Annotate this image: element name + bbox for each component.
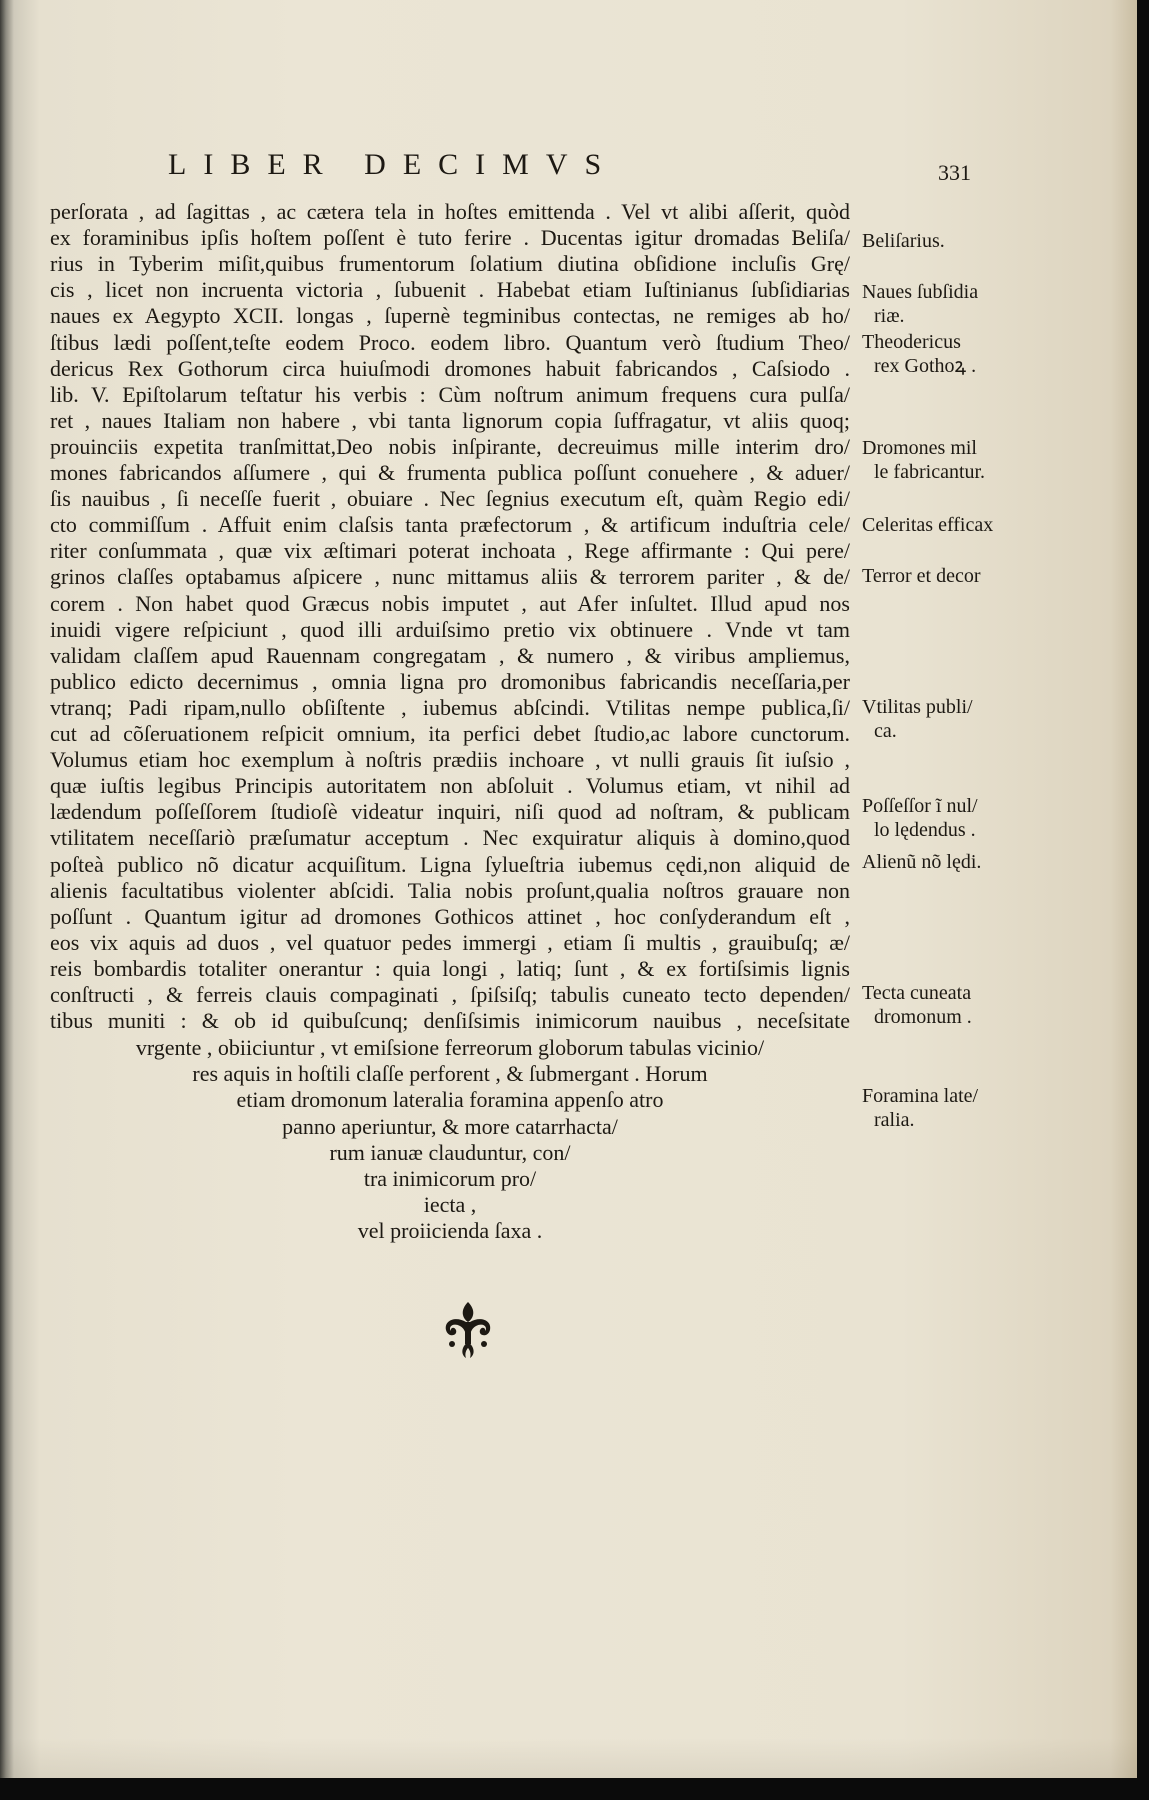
margin-note (862, 695, 973, 743)
margin-note-line: Poſſeſſor ĩ nul/ (862, 795, 978, 817)
margin-note-line: riæ. (874, 305, 905, 327)
text-line: cut ad cõſeruationem reſpicit omnium, ita perfici debet ſtudio,ac labore cunctorum. (50, 721, 850, 746)
text-line: tibus muniti : & ob id quibuſcunq; denſiſsimis inimicorum nauibus , neceſsitate (50, 1008, 850, 1034)
text-line: riter conſummata , quæ vix æſtimari poterat inchoata , Rege affirmante : Qui pere/ (50, 538, 850, 564)
margin-note-line: Dromones mil (862, 437, 977, 459)
tail-text-line: panno aperiuntur, & more catarrhacta/ (282, 1113, 618, 1139)
text-line: rius in Tyberim miſit,quibus frumentorum ſolatium diutina obſidione incluſis Grę/ (50, 251, 850, 277)
text-line: poſteà publico nõ dicatur acquiſitum. Ligna ſylueſtria iubemus cędi,non aliquid de (50, 851, 850, 877)
text-line: ex foraminibus ipſis hoſtem poſſent è tuto ferire . Ducentas igitur dromadas Beliſa/ (50, 225, 850, 251)
tail-text-line: res aquis in hoſtili claſſe perforent , & ſubmergant . Horum (192, 1061, 708, 1087)
tail-text-line: vel proiicienda ſaxa . (357, 1218, 543, 1244)
tail-text-line: iecta , (423, 1192, 477, 1218)
text-line: alienis facultatibus violenter abſcidi. Talia nobis proſunt,qualia noſtros grauare non (50, 877, 850, 903)
margin-note (862, 794, 978, 842)
margin-note (862, 513, 993, 537)
text-line: publico edicto decernimus , omnia ligna pro dromonibus fabricandis neceſſaria,per (50, 668, 850, 694)
margin-note-line: Alienũ nõ lędi. (862, 851, 982, 873)
margin-note-line: Theodericus (862, 331, 961, 353)
tail-text-line: tra inimicorum pro/ (363, 1166, 537, 1191)
text-line: ret , naues Italiam non habere , vbi tanta lignorum copia ſuffragatur, vt aliis quoq; (50, 407, 850, 433)
margin-note-line: rex Gothoꝝ . (874, 355, 977, 377)
margin-note-line: lo lędendus . (874, 819, 976, 841)
margin-note-line: dromonum . (874, 1006, 972, 1028)
text-line: lædendum poſſeſſorem ſtudioſè videatur inquiri, niſi quod ad noſtram, & publicam (50, 799, 850, 825)
page-number: 331 (938, 160, 971, 185)
text-line: grinos claſſes optabamus aſpicere , nunc mittamus aliis & terrorem pariter , & de/ (50, 564, 850, 590)
text-line: dericus Rex Gothorum circa huiuſmodi dromones habuit fabricandos , Caſsiodo . (50, 355, 850, 381)
text-line: vtilitatem neceſſariò præſumatur acceptum . Nec exquiratur aliquis à domino,quod (50, 825, 850, 851)
text-line: lib. V. Epiſtolarum teſtatur his verbis : Cùm noſtrum animum frequens cura pulſa/ (50, 381, 850, 407)
margin-note-line: ca. (874, 720, 897, 742)
text-line: perſorata , ad ſagittas , ac cætera tela in hoſtes emittenda . Vel vt alibi aſſerit, quòd (50, 199, 850, 224)
text-line: cto commiſſum . Affuit enim claſsis tanta præfectorum , & artificum induſtria cele/ (50, 512, 850, 538)
margin-note-line: Vtilitas publi/ (862, 696, 973, 718)
margin-note-line: le fabricantur. (874, 461, 986, 483)
text-line: corem . Non habet quod Græcus nobis imputet , aut Afer inſultet. Illud apud nos (50, 590, 850, 616)
margin-note-line: Foramina late/ (862, 1085, 979, 1107)
margin-note-line: Celeritas efficax (862, 514, 994, 536)
text-line: quæ iuſtis legibus Principis autoritatem non abſoluit . Volumus etiam, vt nihil ad (50, 773, 850, 799)
margin-note (862, 436, 985, 484)
tail-text-line: rum ianuæ clauduntur, con/ (329, 1139, 571, 1165)
text-line: Volumus etiam hoc exemplum à noſtris prædiis inchoare , vt nulli grauis ſit iuſsio , (50, 747, 850, 773)
tail-text-line: vrgente , obiiciuntur , vt emiſsione ferreorum globorum tabulas vicinio/ (135, 1035, 765, 1060)
running-head: LIBER DECIMVS (168, 148, 619, 181)
margin-note (862, 330, 976, 378)
text-line: vtranq; Padi ripam,nullo obſiſtente , iubemus abſcindi. Vtilitas nempe publica,ſi/ (50, 694, 850, 720)
text-line: ſis nauibus , ſi neceſſe fuerit , obuiare . Nec ſegnius executum eſt, quàm Regio edi/ (50, 486, 850, 512)
margin-note-line: Tecta cuneata (862, 982, 972, 1004)
margin-note-line: Naues ſubſidia (862, 281, 979, 303)
margin-note-line: Terror et decor (862, 565, 981, 587)
text-line: naues ex Aegypto XCII. longas , ſupernè tegminibus contectas, ne remiges ab ho/ (50, 303, 850, 329)
text-line: prouinciis expetita tranſmittat,Deo nobis inſpirante, decreuimus mille interim dro/ (50, 433, 850, 459)
margin-note (862, 280, 978, 328)
text-line: cis , licet non incruenta victoria , ſubuenit . Habebat etiam Iuſtinianus ſubſidiarias (50, 277, 850, 303)
text-line: ſtibus lædi poſſent,teſte eodem Proco. eodem libro. Quantum verò ſtudium Theo/ (50, 329, 850, 355)
margin-note (862, 981, 972, 1029)
margin-note (862, 1084, 978, 1132)
margin-note (862, 850, 981, 874)
margin-note (862, 564, 981, 588)
tail-text-line: etiam dromonum lateralia foramina appenſo atro (236, 1087, 664, 1113)
text-line: eos vix aquis ad duos , vel quatuor pedes immergi , etiam ſi multis , grauibuſq; æ/ (50, 929, 850, 955)
text-line: conſtructi , & ferreis clauis compaginati , ſpiſsiſq; tabulis cuneato tecto dependen/ (50, 982, 850, 1007)
fleuron-ornament-icon (440, 1300, 496, 1360)
text-line: mones fabricandos aſſumere , qui & frumenta publica poſſunt conuehere , & aduer/ (50, 460, 850, 485)
text-line: inuidi vigere reſpiciunt , quod illi arduiſsimo pretio vix obtinuere . Vnde vt tam (50, 616, 850, 642)
text-line: validam claſſem apud Rauennam congregatam , & numero , & viribus ampliemus, (50, 642, 850, 668)
text-line: poſſunt . Quantum igitur ad dromones Gothicos attinet , hoc conſyderandum eſt , (50, 903, 850, 929)
margin-note-line: Beliſarius. (862, 230, 945, 252)
margin-note-line: ralia. (874, 1109, 915, 1131)
margin-note (862, 229, 945, 253)
text-line: reis bombardis totaliter onerantur : quia longi , latiq; ſunt , & ex fortiſsimis lignis (50, 955, 850, 981)
